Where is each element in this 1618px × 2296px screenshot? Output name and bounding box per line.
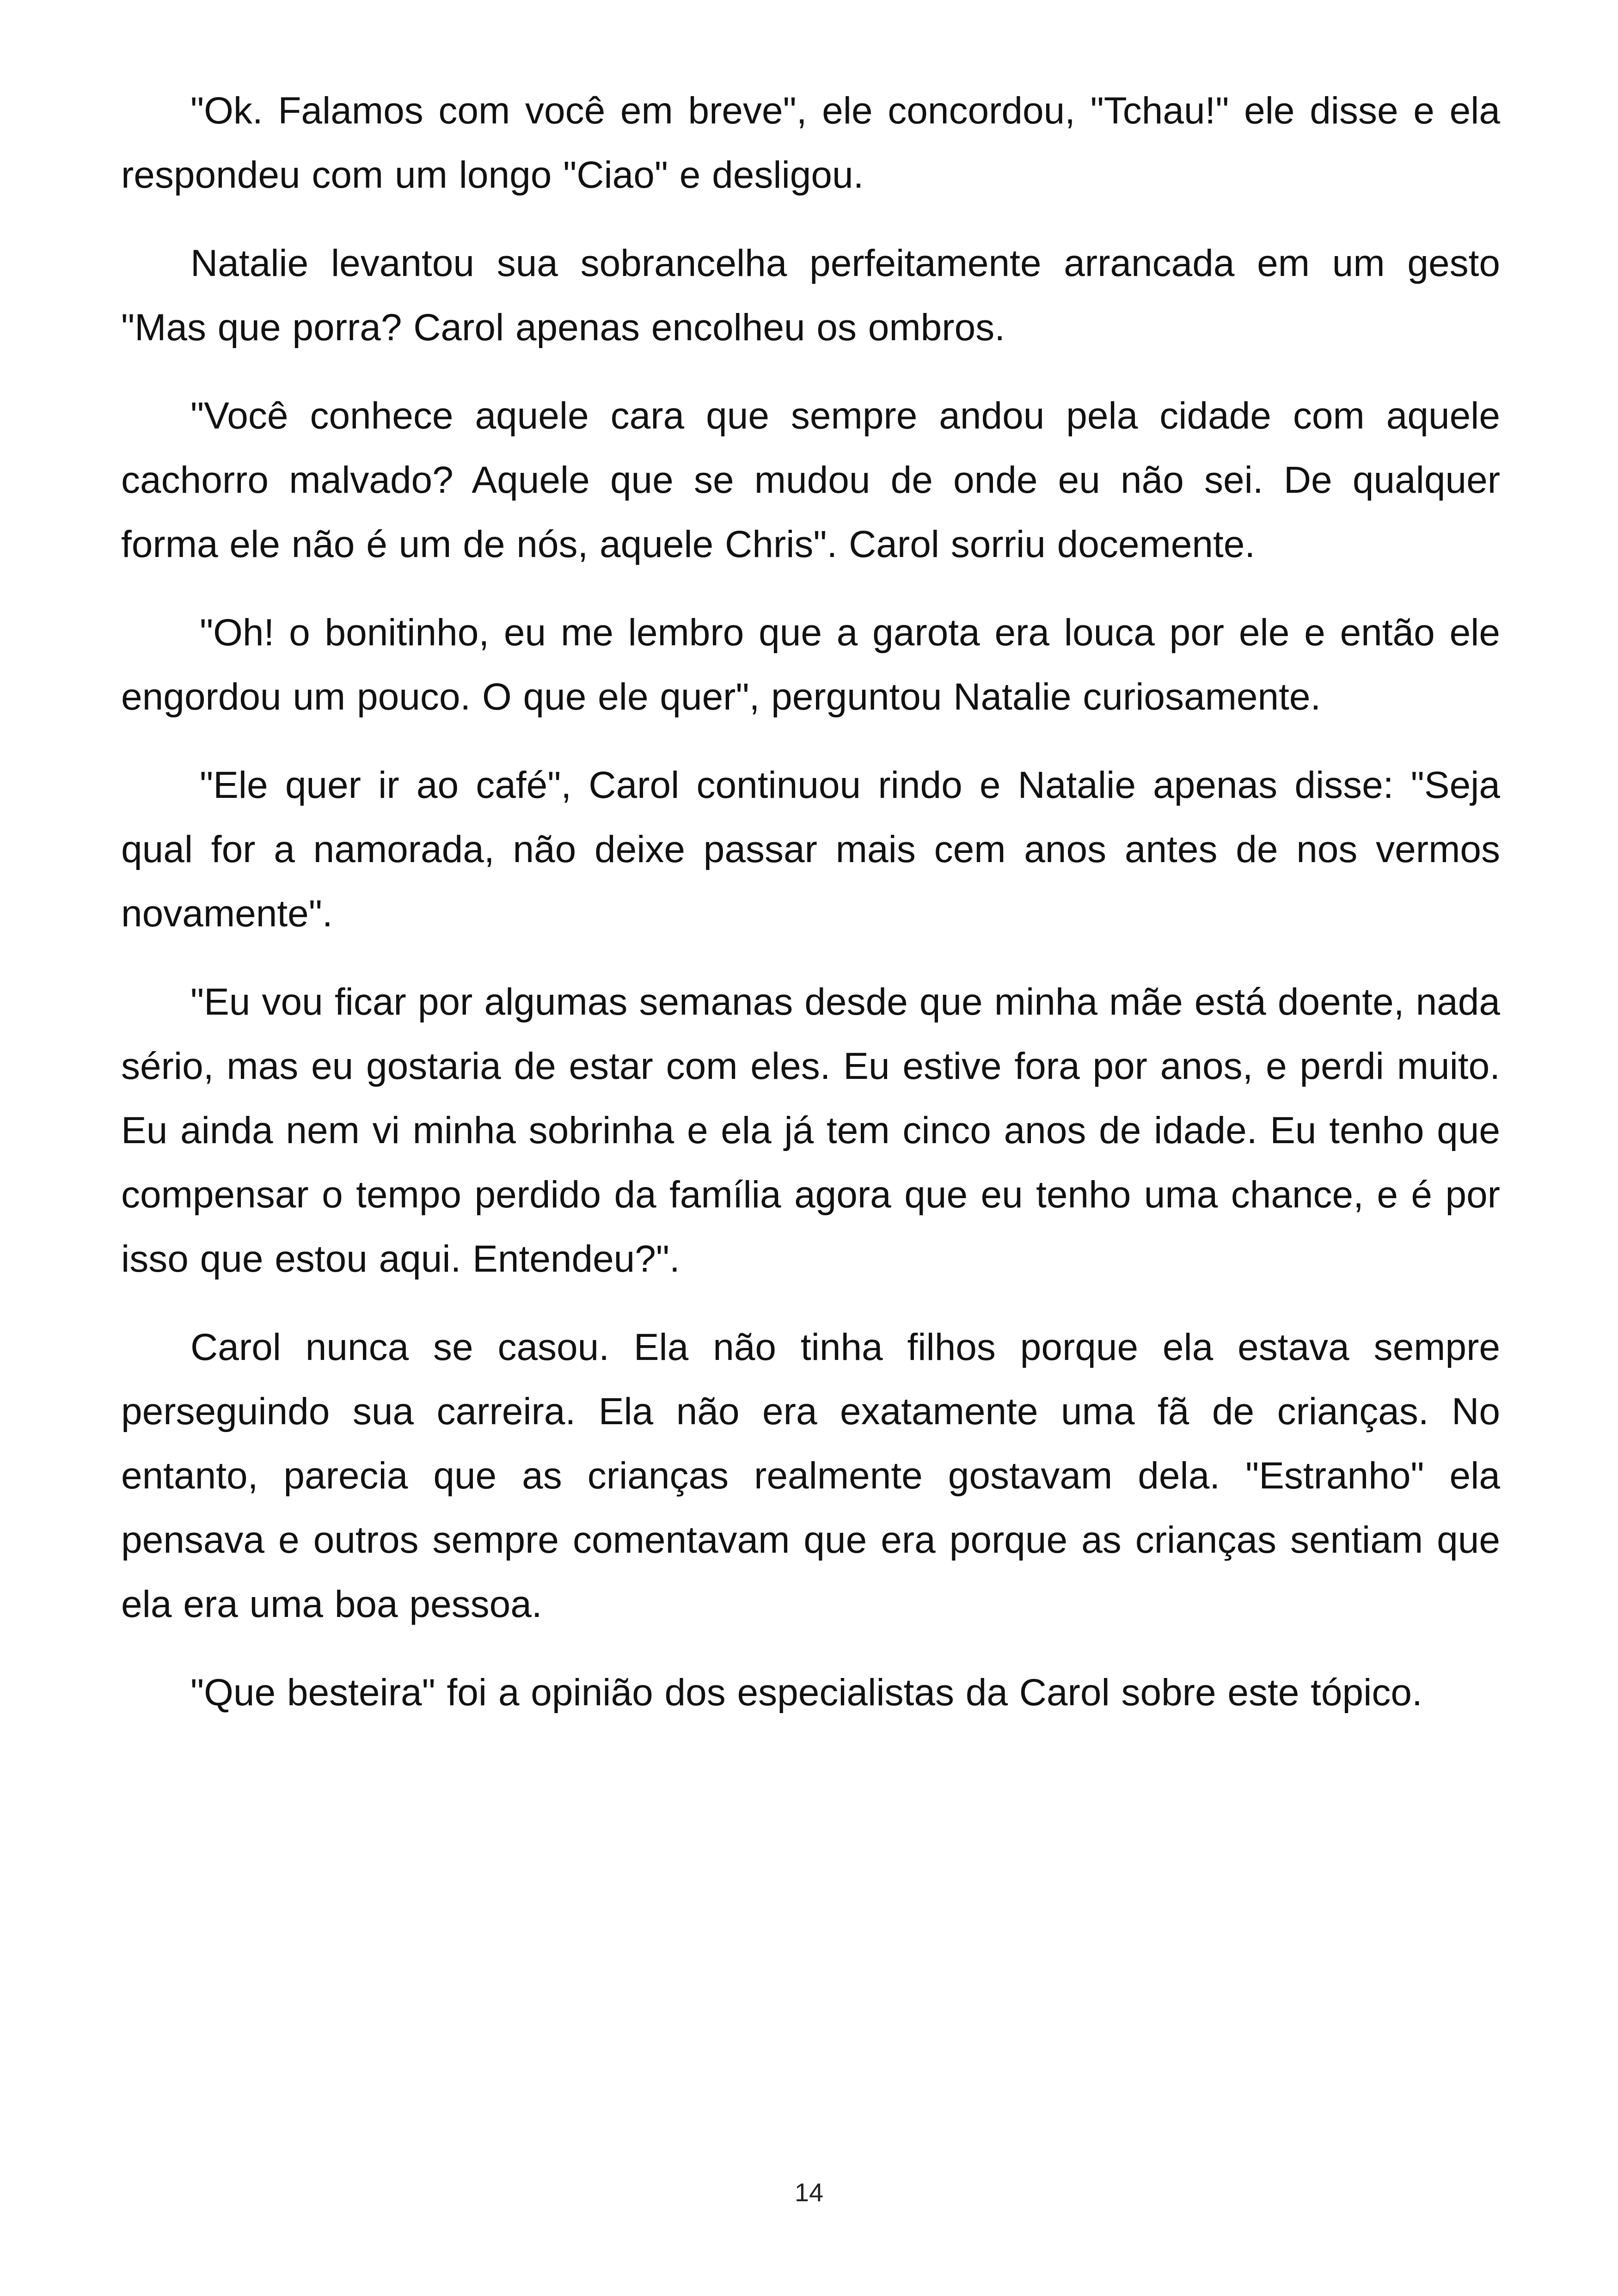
paragraph-2: Natalie levantou sua sobrancelha perfeitamente arrancada em um gesto "Mas que porra? Carol apenas encolheu os ombros. — [121, 242, 1500, 349]
paragraph-5: "Ele quer ir ao café", Carol continuou rindo e Natalie apenas disse: "Seja qual for a namorada, não deixe passar mais cem anos antes de nos vermos novamente". — [121, 764, 1500, 935]
paragraph-8: "Que besteira" foi a opinião dos especialistas da Carol sobre este tópico. — [190, 1671, 1422, 1714]
paragraph-3: "Você conhece aquele cara que sempre andou pela cidade com aquele cachorro malvado? Aquele que se mudou de onde eu não sei. De qualquer forma ele não é um de nós, aquele Chris". Carol sorriu docemente. — [121, 395, 1500, 565]
paragraph-1: "Ok. Falamos com você em breve", ele concordou, "Tchau!" ele disse e ela respondeu com um longo "Ciao" e desligou. — [121, 90, 1500, 196]
text-body — [121, 79, 1500, 1749]
paragraph-4: "Oh! o bonitinho, eu me lembro que a garota era louca por ele e então ele engordou um pouco. O que ele quer", perguntou Natalie curiosamente. — [121, 612, 1500, 718]
paragraph-7: Carol nunca se casou. Ela não tinha filhos porque ela estava sempre perseguindo sua carreira. Ela não era exatamente uma fã de crianças. No entanto, parecia que as crianças realmente gostavam dela. "Estranho" ela pensava e outros sempre comentavam que era porque as crianças sentiam que ela era uma boa pessoa. — [121, 1326, 1500, 1625]
page-number: 14 — [794, 2178, 824, 2207]
paragraph-6: "Eu vou ficar por algumas semanas desde que minha mãe está doente, nada sério, mas eu gostaria de estar com eles. Eu estive fora por anos, e perdi muito. Eu ainda nem vi minha sobrinha e ela já tem cinco anos de idade. Eu tenho que compensar o tempo perdido da família agora que eu tenho uma chance, e é por isso que estou aqui. Entendeu?". — [121, 981, 1500, 1280]
